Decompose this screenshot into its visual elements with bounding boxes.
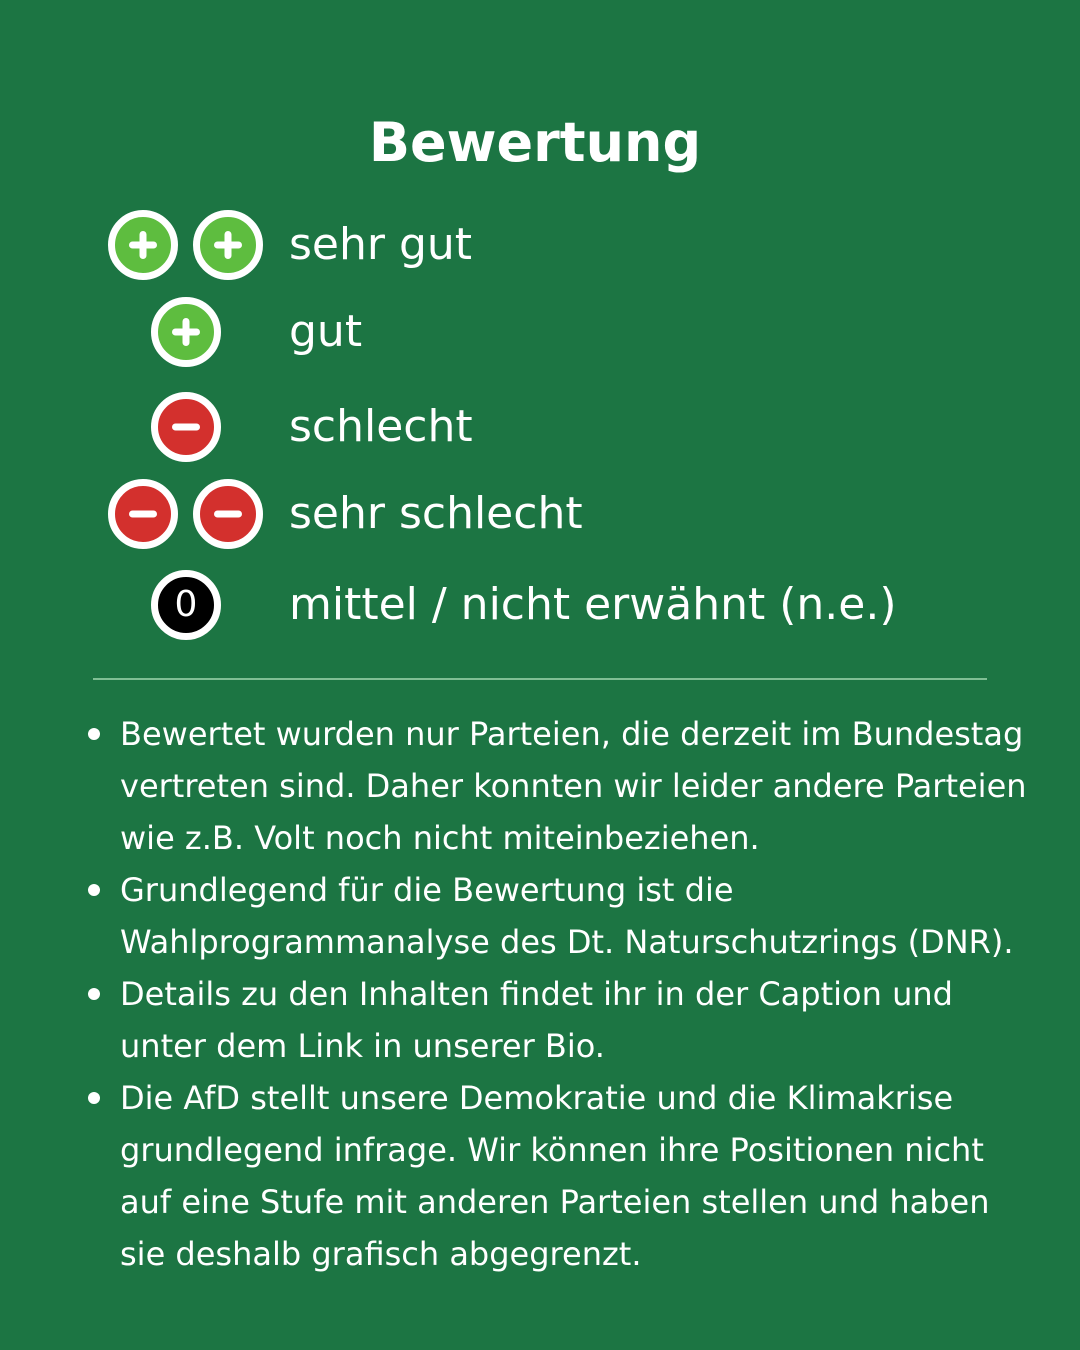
legend-row-schlecht <box>0 387 1080 467</box>
list-item: Details zu den Inhalten findet ihr in der Caption und unter dem Link in unserer Bio. <box>84 968 1044 1072</box>
list-item: Grundlegend für die Bewertung ist die Wahlprogrammanalyse des Dt. Naturschutzrings (DNR). <box>84 864 1044 968</box>
legend-row-mittel <box>0 565 1080 645</box>
page-title: Bewertung <box>368 111 702 174</box>
list-item: Die AfD stellt unsere Demokratie und die Klimakrise grundlegend infrage. Wir können ihre Positionen nicht auf eine Stufe mit anderen Parteien stellen und haben sie deshalb grafisch abgegrenzt. <box>84 1072 1044 1280</box>
legend-row-gut <box>0 292 1080 372</box>
legend-row-sehr-schlecht <box>0 474 1080 554</box>
plus-circle-icon <box>151 297 221 367</box>
legend-row-sehr-gut <box>0 205 1080 285</box>
notes-list <box>84 708 1044 1280</box>
legend-label: gut <box>289 306 363 357</box>
legend-label: schlecht <box>289 401 473 452</box>
plus-circle-icon <box>193 210 263 280</box>
list-item: Bewertet wurden nur Parteien, die derzeit im Bundestag vertreten sind. Daher konnten wir leider andere Parteien wie z.B. Volt noch nicht miteinbeziehen. <box>84 708 1044 864</box>
minus-circle-icon <box>108 479 178 549</box>
minus-circle-icon <box>193 479 263 549</box>
plus-circle-icon <box>108 210 178 280</box>
minus-circle-icon <box>151 392 221 462</box>
legend-label: mittel / nicht erwähnt (n.e.) <box>289 579 897 630</box>
legend-label: sehr schlecht <box>289 488 583 539</box>
legend-label: sehr gut <box>289 219 473 270</box>
divider <box>93 678 987 680</box>
zero-circle-icon: 0 <box>151 570 221 640</box>
